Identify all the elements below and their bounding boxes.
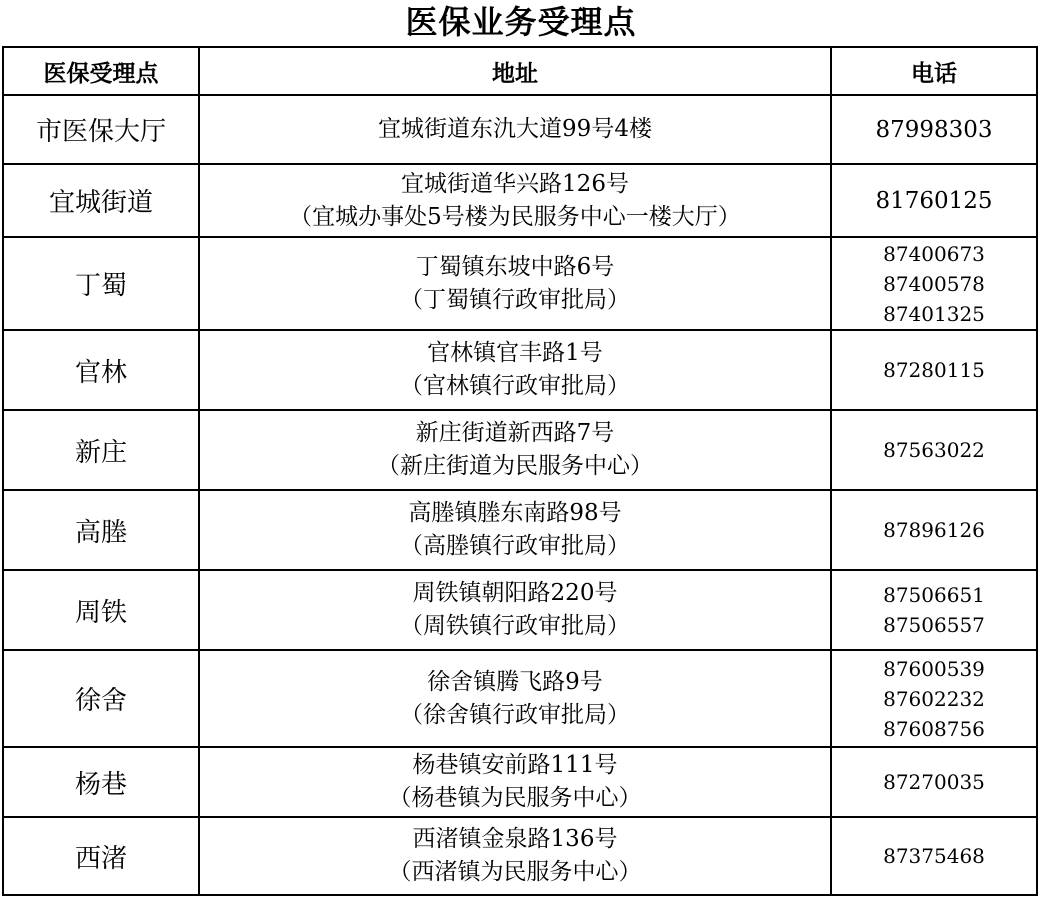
address-line: 宜城街道东氿大道99号4楼 xyxy=(378,116,652,142)
table-row xyxy=(3,164,1037,237)
address-line: 周铁镇朝阳路220号 xyxy=(412,580,618,606)
phone-number: 87400578 xyxy=(883,271,985,296)
address-line: 高塍镇塍东南路98号 xyxy=(408,500,622,526)
header-phone: 电话 xyxy=(831,47,1037,95)
address-line: 新庄街道新西路7号 xyxy=(415,420,615,446)
site-address xyxy=(199,237,831,330)
address-line: （西渚镇为民服务中心） xyxy=(388,859,642,885)
address-line: （丁蜀镇行政审批局） xyxy=(400,286,630,313)
table-row xyxy=(3,410,1037,490)
site-phone xyxy=(831,650,1037,747)
site-address xyxy=(199,164,831,237)
site-name: 周铁 xyxy=(3,570,199,650)
site-phone xyxy=(831,164,1037,237)
phone-number: 87375468 xyxy=(883,844,985,868)
address-line: 丁蜀镇东坡中路6号 xyxy=(415,253,615,280)
phone-number: 87608756 xyxy=(883,716,985,741)
phone-number: 87270035 xyxy=(883,770,985,794)
site-name: 西渚 xyxy=(3,817,199,895)
site-address xyxy=(199,817,831,895)
phone-number: 87602232 xyxy=(883,686,985,711)
site-phone xyxy=(831,490,1037,570)
site-address xyxy=(199,95,831,164)
service-points-table xyxy=(2,46,1038,896)
phone-number: 87506557 xyxy=(883,613,985,637)
phone-number: 87280115 xyxy=(883,358,985,382)
table-row xyxy=(3,237,1037,330)
site-address xyxy=(199,410,831,490)
site-address xyxy=(199,747,831,817)
site-name: 市医保大厅 xyxy=(3,95,199,164)
phone-number: 87563022 xyxy=(883,438,985,462)
page-title: 医保业务受理点 xyxy=(405,3,637,41)
phone-number: 87896126 xyxy=(883,518,985,542)
site-address xyxy=(199,490,831,570)
address-line: 官林镇官丰路1号 xyxy=(427,340,603,366)
phone-number: 87506651 xyxy=(883,583,985,607)
site-name: 官林 xyxy=(3,330,199,410)
phone-number: 87998303 xyxy=(875,116,993,143)
address-line: （宜城办事处5号楼为民服务中心一楼大厅） xyxy=(289,203,741,230)
address-line: 徐舍镇腾飞路9号 xyxy=(427,668,603,695)
address-line: （周铁镇行政审批局） xyxy=(400,613,630,639)
site-name: 高塍 xyxy=(3,490,199,570)
site-address xyxy=(199,330,831,410)
address-line: 西渚镇金泉路136号 xyxy=(412,826,618,852)
address-line: （官林镇行政审批局） xyxy=(400,373,630,399)
table-row xyxy=(3,490,1037,570)
table-row xyxy=(3,570,1037,650)
address-line: （新庄街道为民服务中心） xyxy=(377,453,653,479)
table-row xyxy=(3,747,1037,817)
address-line: （高塍镇行政审批局） xyxy=(400,533,630,559)
table-row xyxy=(3,817,1037,895)
table-row xyxy=(3,650,1037,747)
header-name: 医保受理点 xyxy=(3,47,199,95)
site-phone xyxy=(831,237,1037,330)
site-phone xyxy=(831,95,1037,164)
address-line: 宜城街道华兴路126号 xyxy=(401,170,629,197)
site-phone xyxy=(831,570,1037,650)
phone-number: 87600539 xyxy=(883,656,985,681)
address-line: （杨巷镇为民服务中心） xyxy=(388,785,642,811)
site-name: 杨巷 xyxy=(3,747,199,817)
table-header-row xyxy=(3,47,1037,95)
site-phone xyxy=(831,330,1037,410)
table-row xyxy=(3,330,1037,410)
address-line: （徐舍镇行政审批局） xyxy=(400,701,630,728)
site-name: 新庄 xyxy=(3,410,199,490)
site-phone xyxy=(831,747,1037,817)
header-address: 地址 xyxy=(199,47,831,95)
site-name: 宜城街道 xyxy=(3,164,199,237)
address-line: 杨巷镇安前路111号 xyxy=(412,752,618,778)
phone-number: 87401325 xyxy=(883,301,985,326)
site-phone xyxy=(831,817,1037,895)
site-phone xyxy=(831,410,1037,490)
table-row xyxy=(3,95,1037,164)
phone-number: 81760125 xyxy=(875,187,993,214)
site-name: 徐舍 xyxy=(3,650,199,747)
site-address xyxy=(199,570,831,650)
site-name: 丁蜀 xyxy=(3,237,199,330)
phone-number: 87400673 xyxy=(883,241,985,266)
site-address xyxy=(199,650,831,747)
